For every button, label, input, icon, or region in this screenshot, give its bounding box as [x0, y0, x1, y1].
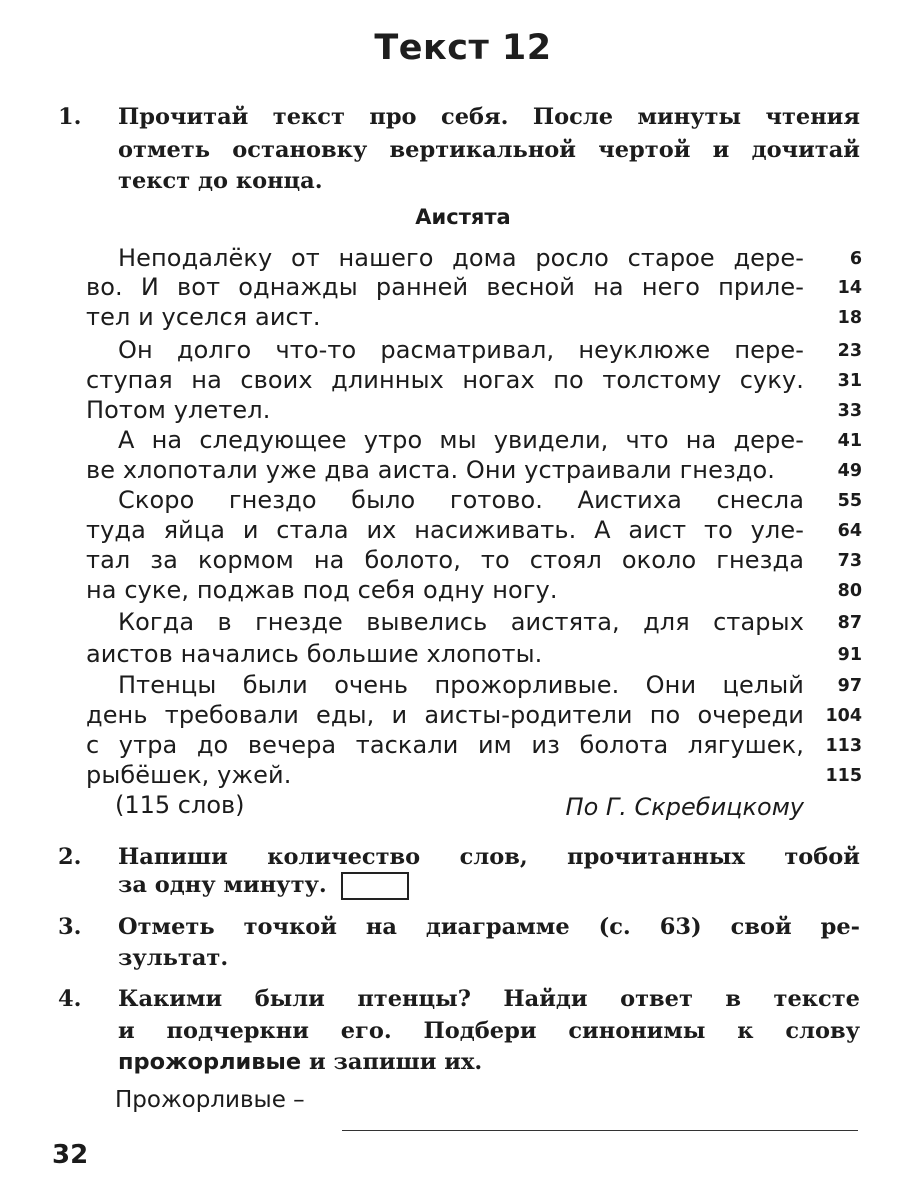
story-line-text: аистов начались большие хлопоты.	[86, 640, 543, 668]
word-count-marker: 87	[837, 613, 862, 633]
story-line-text: тел и уселся аист.	[86, 303, 321, 331]
story-author: По Г. Скребицкому	[565, 793, 804, 821]
story-title: Аистята	[415, 205, 511, 229]
word-count-marker: 64	[837, 521, 862, 541]
story-line-text: Птенцы были очень прожорливые. Они целый	[118, 671, 804, 699]
word-count-marker: 55	[837, 491, 862, 511]
highlighted-word: прожорливые	[118, 1049, 302, 1075]
word-count-marker: 14	[837, 278, 862, 298]
word-count-marker: 33	[837, 401, 862, 421]
story-line	[0, 731, 900, 761]
page-number: 32	[52, 1140, 89, 1170]
story-line	[0, 244, 900, 274]
story-line	[0, 396, 900, 426]
story-line	[0, 608, 900, 638]
task-number: 3.	[58, 914, 82, 940]
word-count-marker: 18	[837, 308, 862, 328]
story-line	[0, 671, 900, 701]
story-line	[0, 366, 900, 396]
story-line	[0, 303, 900, 333]
story-line-text: туда яйца и стала их насиживать. А аист то уле-	[86, 516, 804, 544]
word-count-marker: 115	[825, 766, 862, 786]
word-count-marker: 23	[837, 341, 862, 361]
word-count-marker: 41	[837, 431, 862, 451]
word-count-marker: 31	[837, 371, 862, 391]
story-line	[0, 701, 900, 731]
task-line: отметь остановку вертикальной чертой и дочитай	[118, 137, 860, 163]
story-line-text: А на следующее утро мы увидели, что на дере-	[118, 426, 804, 454]
story-line	[0, 426, 900, 456]
story-line-text: с утра до вечера таскали им из болота лягушек,	[86, 731, 804, 759]
task-line: и подчеркни его. Подбери синонимы к слову	[118, 1018, 860, 1044]
task-line: Напиши количество слов, прочитанных тобой	[118, 844, 860, 870]
story-line	[0, 576, 900, 606]
task-line-text: и запиши их.	[301, 1049, 483, 1075]
task-line-text: за одну минуту.	[118, 872, 327, 898]
story-line-text: Когда в гнезде вывелись аистята, для старых	[118, 608, 804, 636]
story-line-text: Потом улетел.	[86, 396, 271, 424]
story-line-text: во. И вот однажды ранней весной на него приле-	[86, 273, 804, 301]
story-line	[0, 640, 900, 670]
story-line	[0, 273, 900, 303]
word-count-marker: 49	[837, 461, 862, 481]
task-line: зультат.	[118, 945, 229, 971]
word-count-marker: 80	[837, 581, 862, 601]
answer-line[interactable]	[342, 1130, 858, 1131]
task-line: текст до конца.	[118, 168, 323, 194]
story-line-text: ве хлопотали уже два аиста. Они устраивали гнездо.	[86, 456, 776, 484]
task-number: 2.	[58, 844, 82, 870]
story-line	[0, 486, 900, 516]
fill-label: Прожорливые –	[115, 1087, 305, 1113]
word-count-marker: 6	[849, 249, 862, 269]
story-line-text: на суке, поджав под себя одну ногу.	[86, 576, 558, 604]
story-line-text: день требовали еды, и аисты-родители по очереди	[86, 701, 804, 729]
task-line: Какими были птенцы? Найди ответ в тексте	[118, 986, 860, 1012]
task-line: Отметь точкой на диаграмме (с. 63) свой ре-	[118, 914, 860, 940]
word-count-marker: 73	[837, 551, 862, 571]
task-line: Прочитай текст про себя. После минуты чтения	[118, 104, 860, 130]
story-line-text: рыбёшек, ужей.	[86, 761, 292, 789]
story-line	[0, 516, 900, 546]
story-line-text: Скоро гнездо было готово. Аистиха снесла	[118, 486, 804, 514]
story-line	[0, 761, 900, 791]
story-line	[0, 546, 900, 576]
story-line-text: ступая на своих длинных ногах по толстому суку.	[86, 366, 804, 394]
page-title: Текст 12	[374, 28, 552, 68]
task-line	[118, 872, 860, 900]
story-line-text: тал за кормом на болото, то стоял около гнезда	[86, 546, 804, 574]
task-line	[118, 1049, 860, 1075]
answer-box[interactable]	[341, 872, 409, 900]
task-number: 4.	[58, 986, 82, 1012]
story-line	[0, 336, 900, 366]
word-count-marker: 104	[825, 706, 862, 726]
task-number: 1.	[58, 104, 82, 130]
story-line	[0, 456, 900, 486]
word-count-marker: 97	[837, 676, 862, 696]
story-line-text: Неподалёку от нашего дома росло старое дере-	[118, 244, 804, 272]
word-count-marker: 91	[837, 645, 862, 665]
story-line-text: Он долго что-то расматривал, неуклюже пере-	[118, 336, 804, 364]
story-word-count: (115 слов)	[115, 791, 245, 819]
word-count-marker: 113	[825, 736, 862, 756]
